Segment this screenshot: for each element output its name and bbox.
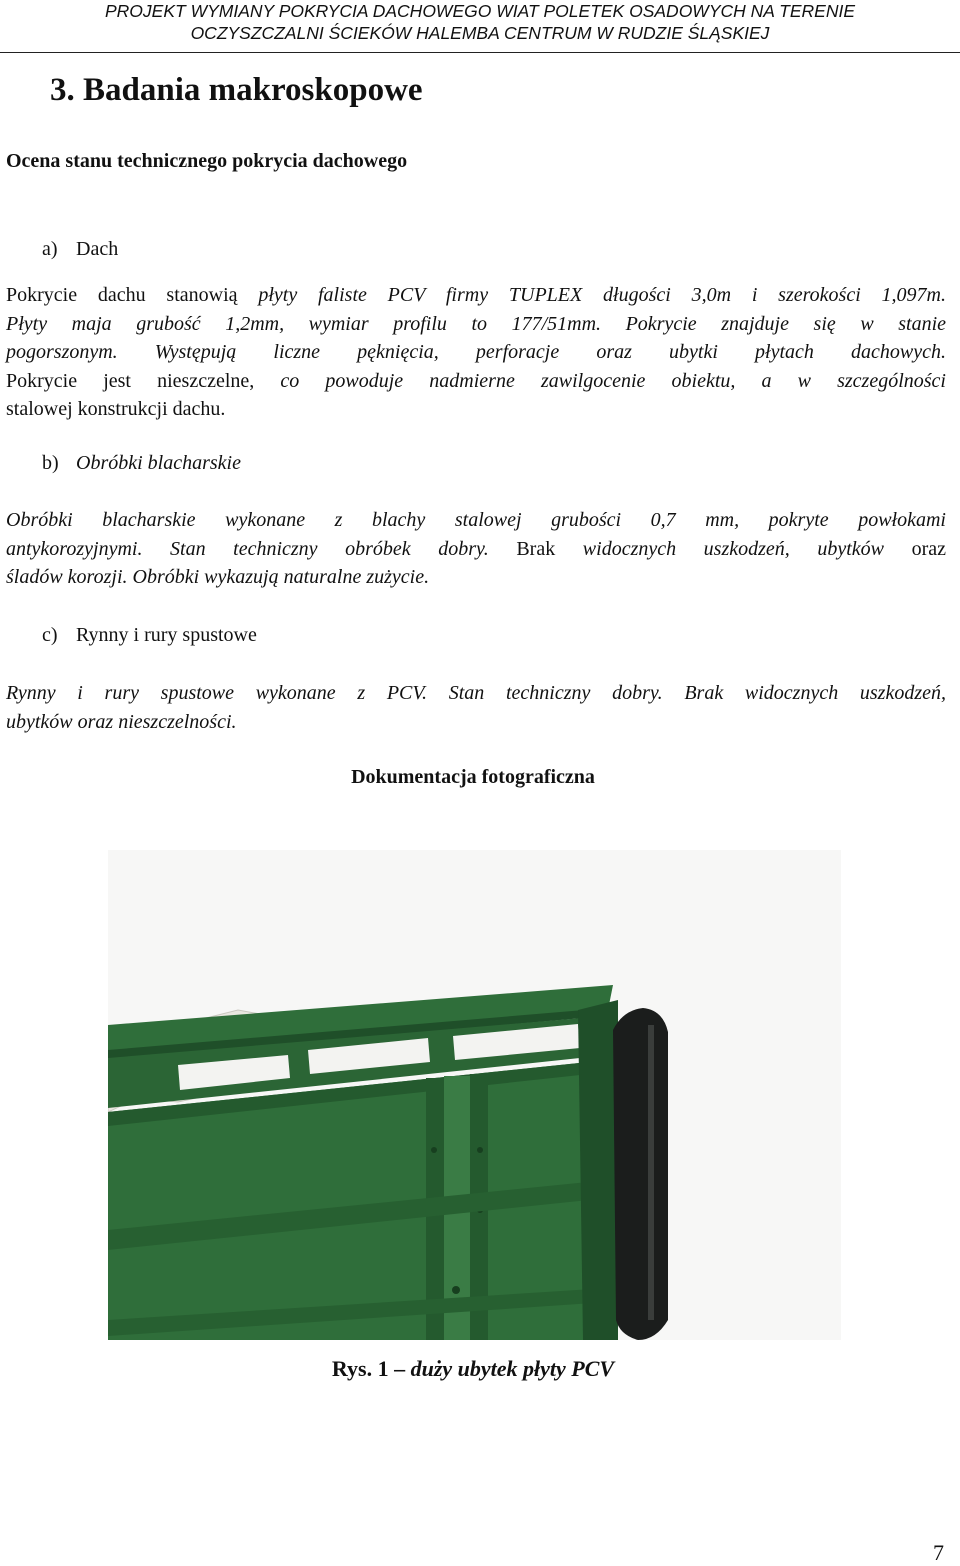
list-marker: c) (42, 624, 58, 646)
photo-bolt (452, 1286, 460, 1294)
photo-caption (0, 1356, 946, 1382)
text-run: co powoduje nadmierne zawilgocenie obiektu, a w szczególności (280, 369, 946, 392)
paragraph-line (6, 395, 946, 424)
text-run: oraz (911, 537, 946, 560)
photo-documentation-heading: Dokumentacja fotograficzna (351, 766, 595, 788)
list-label-text: Rynny i rury spustowe (76, 624, 257, 646)
page-number: 7 (933, 1540, 944, 1565)
paragraph-line (6, 563, 946, 592)
list-marker: b) (42, 452, 59, 474)
paragraph-rynny (6, 679, 946, 736)
text-run: śladów korozji. Obróbki wykazują naturalne zużycie. (6, 566, 430, 588)
text-run: Pokrycie dachu stanowią (6, 284, 259, 306)
text-run: Pokrycie jest nieszczelne, (6, 369, 281, 392)
text-run: antykorozyjnymi. Stan techniczny obróbek dobry. (6, 537, 517, 560)
paragraph-line (6, 310, 946, 339)
photo-downpipe-highlight (648, 1025, 654, 1320)
paragraph-line (6, 338, 946, 367)
photo-bolt (431, 1147, 437, 1153)
text-run: płyty faliste PCV firmy TUPLEX długości 3,0m i szerokości 1,097m. (258, 284, 946, 306)
paragraph-line (6, 281, 946, 310)
photo-column (578, 1000, 618, 1340)
paragraph-line (6, 679, 946, 708)
paragraph-line (6, 535, 946, 564)
running-header (0, 0, 960, 53)
list-item-b-label (42, 452, 241, 475)
text-run: ubytków oraz nieszczelności. (6, 710, 237, 733)
text-run: widocznych uszkodzeń, ubytków (582, 537, 912, 560)
photo-downpipe (613, 1008, 668, 1340)
paragraph-dach (6, 281, 946, 424)
roof-photo (108, 850, 841, 1340)
list-marker: a) (42, 238, 58, 260)
photo-bolt (477, 1147, 483, 1153)
paragraph-line (6, 367, 946, 396)
section-subtitle: Ocena stanu technicznego pokrycia dachowego (6, 150, 408, 172)
list-label-text: Obróbki blacharskie (76, 452, 241, 474)
text-run: Obróbki blacharskie wykonane z blachy stalowej grubości 0,7 mm, pokryte powłokami (6, 509, 946, 531)
text-run: Płyty maja grubość 1,2mm, wymiar profilu to 177/51mm. Pokrycie znajduje się w stanie (6, 312, 946, 335)
chapter-title: 3. Badania makroskopowe (50, 72, 423, 108)
running-header-line-2: OCZYSZCZALNI ŚCIEKÓW HALEMBA CENTRUM W RUDZIE ŚLĄSKIEJ (190, 23, 770, 43)
list-label-text: Dach (76, 238, 119, 260)
text-run: pogorszonym. Występują liczne pęknięcia, perforacje oraz ubytki płytach dachowych. (6, 341, 946, 363)
roof-photo-illustration (108, 850, 841, 1340)
paragraph-obrobki (6, 506, 946, 592)
list-item-a-label (42, 238, 118, 261)
text-run: stalowej konstrukcji dachu. (6, 398, 226, 420)
text-run: Brak (516, 537, 583, 560)
photo-caption-text: duży ubytek płyty PCV (410, 1356, 615, 1381)
text-run: Rynny i rury spustowe wykonane z PCV. Stan techniczny dobry. Brak widocznych uszkodzeń, (6, 682, 946, 704)
photo-caption-prefix: Rys. 1 – (331, 1356, 411, 1381)
list-item-c-label (42, 624, 257, 647)
running-header-line-1: PROJEKT WYMIANY POKRYCIA DACHOWEGO WIAT POLETEK OSADOWYCH NA TERENIE (105, 1, 855, 21)
paragraph-line (6, 708, 946, 737)
paragraph-line (6, 506, 946, 535)
